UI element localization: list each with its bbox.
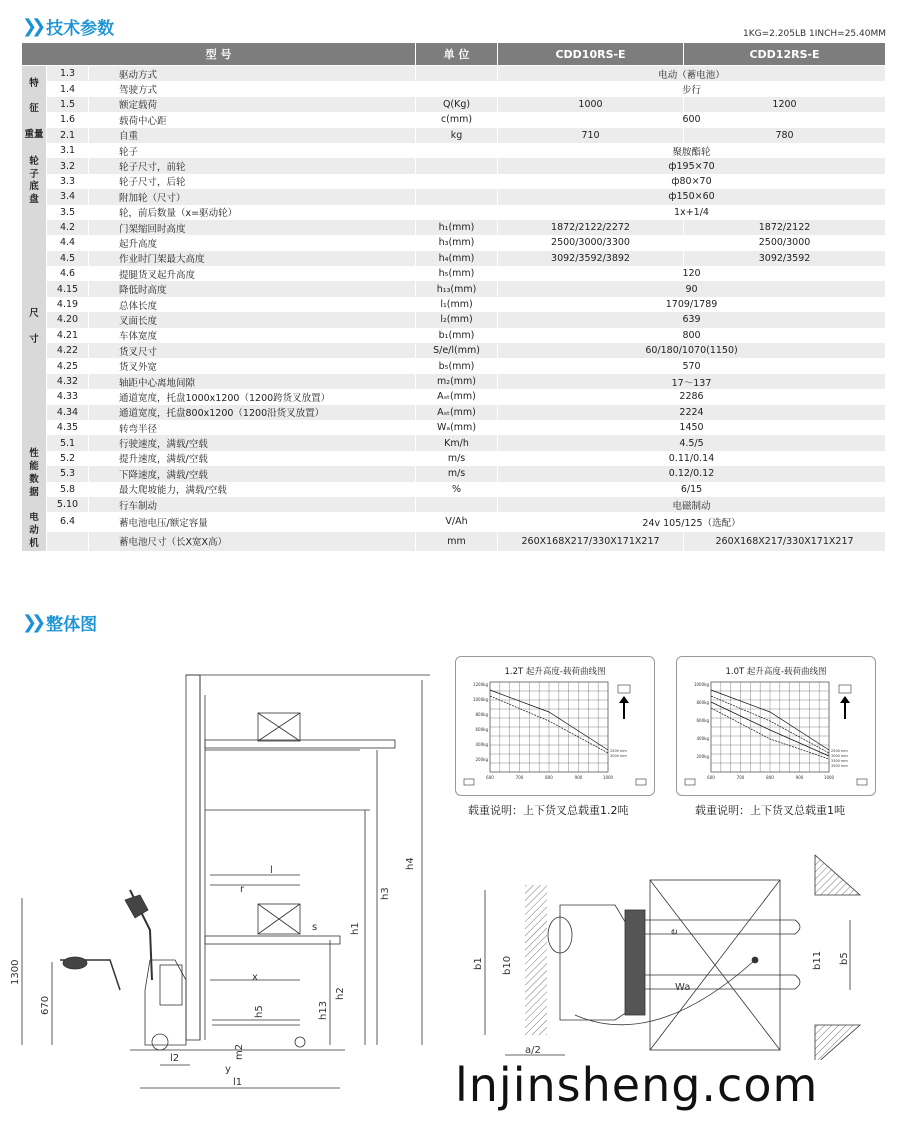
spec-value-shared: ф80×70	[498, 174, 886, 189]
spec-item-name: 车体宽度	[89, 328, 416, 343]
spec-item-name: 门架缩回时高度	[89, 220, 416, 235]
spec-item-number: 1.3	[47, 66, 89, 82]
spec-row	[22, 512, 886, 531]
spec-item-name: 自重	[89, 128, 416, 143]
spec-item-name: 驱动方式	[89, 66, 416, 82]
spec-item-number: 4.19	[47, 297, 89, 312]
section-title-text: 技术参数	[46, 19, 115, 39]
spec-item-name: 起升高度	[89, 235, 416, 250]
spec-item-unit: S/e/l(mm)	[416, 343, 498, 358]
spec-row	[22, 158, 886, 173]
spec-row	[22, 435, 886, 450]
dim-1300: 1300	[10, 959, 21, 985]
spec-row	[22, 328, 886, 343]
dim-b10: b10	[502, 955, 513, 975]
spec-item-number: 4.33	[47, 389, 89, 404]
dim-wa: Wa	[675, 982, 691, 993]
corner-hatch-top	[815, 855, 860, 895]
spec-row	[22, 174, 886, 189]
spec-category: 特 征	[22, 66, 47, 128]
spec-item-unit	[416, 189, 498, 204]
load-chart-1-0t	[676, 656, 876, 796]
dim-r: r	[240, 884, 245, 895]
spec-row	[22, 532, 886, 551]
turning-arc	[575, 960, 755, 1025]
spec-category: 重量	[22, 128, 47, 143]
spec-item-unit: b₅(mm)	[416, 358, 498, 373]
mini-pallet-icon	[839, 685, 851, 693]
truck-mini-icon	[685, 779, 695, 785]
header-model-1: CDD10RS-E	[498, 43, 684, 66]
spec-item-unit	[416, 158, 498, 173]
spec-value-model-1: 710	[498, 128, 684, 143]
side-view-drawing	[0, 640, 450, 1100]
spec-category: 轮 子 底 盘	[22, 143, 47, 220]
spec-item-unit: h₃(mm)	[416, 235, 498, 250]
spec-item-name: 下降速度，满载/空载	[89, 466, 416, 481]
spec-item-name: 蓄电池尺寸（长X宽X高）	[89, 532, 416, 551]
spec-value-shared: 1709/1789	[498, 297, 886, 312]
dim-e: e	[669, 928, 680, 935]
spec-item-number: 4.4	[47, 235, 89, 250]
spec-item-number: 4.6	[47, 266, 89, 281]
dim-h3: h3	[380, 887, 391, 900]
spec-row	[22, 389, 886, 404]
y-tick-label: 1200kg	[472, 682, 488, 687]
spec-item-number: 5.2	[47, 451, 89, 466]
spec-row	[22, 358, 886, 373]
spec-value-shared: 2224	[498, 405, 886, 420]
spec-item-number: 3.3	[47, 174, 89, 189]
y-tick-label: 400kg	[696, 736, 709, 741]
spec-row	[22, 497, 886, 512]
series-label: 3000 mm	[831, 754, 848, 758]
spec-item-number: 5.3	[47, 466, 89, 481]
spec-item-unit: %	[416, 482, 498, 497]
spec-value-shared: 4.5/5	[498, 435, 886, 450]
spec-row	[22, 374, 886, 389]
spec-value-shared: 聚胺酯轮	[498, 143, 886, 158]
spec-value-shared: 120	[498, 266, 886, 281]
spec-item-number: 5.8	[47, 482, 89, 497]
x-tick-label: 900	[574, 775, 583, 780]
dim-670: 670	[40, 995, 51, 1015]
truck-mini-icon	[636, 779, 646, 785]
x-tick-label: 900	[795, 775, 804, 780]
series-label: 2500 mm	[831, 749, 848, 753]
spec-value-shared: ф150×60	[498, 189, 886, 204]
spec-value-shared: 1450	[498, 420, 886, 435]
spec-item-unit: m/s	[416, 451, 498, 466]
spec-item-unit: Aₛₜ(mm)	[416, 405, 498, 420]
spec-item-name: 轮子尺寸，前轮	[89, 158, 416, 173]
spec-value-shared: 60/180/1070(1150)	[498, 343, 886, 358]
spec-value-shared: 0.12/0.12	[498, 466, 886, 481]
y-tick-label: 800kg	[475, 712, 488, 717]
spec-item-unit: Km/h	[416, 435, 498, 450]
chart-title: 1.0T 起升高度-载荷曲线图	[725, 667, 827, 677]
spec-item-unit: h₁₃(mm)	[416, 281, 498, 296]
dim-a2: a/2	[525, 1045, 541, 1056]
spec-row	[22, 97, 886, 112]
truck-mini-icon	[464, 779, 474, 785]
spec-value-shared: 570	[498, 358, 886, 373]
x-tick-label: 1000	[823, 775, 835, 780]
spec-item-number	[47, 532, 89, 551]
dim-s: s	[312, 922, 318, 933]
spec-item-unit	[416, 81, 498, 96]
spec-row	[22, 112, 886, 127]
spec-item-unit	[416, 174, 498, 189]
y-tick-label: 600kg	[696, 718, 709, 723]
spec-row	[22, 189, 886, 204]
spec-item-unit: kg	[416, 128, 498, 143]
chart-caption-2: 载重说明：上下货叉总载重1吨	[695, 804, 845, 817]
spec-row	[22, 420, 886, 435]
x-tick-label: 800	[766, 775, 774, 780]
x-tick-label: 1000	[602, 775, 614, 780]
lower-fork	[205, 936, 340, 944]
dim-l1: l1	[233, 1077, 243, 1088]
spec-item-number: 2.1	[47, 128, 89, 143]
header-model: 型 号	[22, 43, 416, 66]
spec-category: 性 能 数 据	[22, 435, 47, 512]
spec-row	[22, 81, 886, 96]
y-tick-label: 600kg	[475, 727, 488, 732]
spec-item-name: 总体长度	[89, 297, 416, 312]
y-tick-label: 1000kg	[472, 697, 488, 702]
spec-value-shared: 电磁制动	[498, 497, 886, 512]
dim-l2: l2	[170, 1053, 180, 1064]
section-title-text: 整体图	[46, 615, 98, 635]
spec-item-number: 6.4	[47, 512, 89, 531]
spec-item-name: 轴距中心离地间隙	[89, 374, 416, 389]
section-title-specs	[22, 14, 114, 39]
dim-h5: h5	[254, 1005, 265, 1018]
spec-table	[21, 42, 886, 551]
spec-item-unit: m₂(mm)	[416, 374, 498, 389]
spec-item-number: 5.10	[47, 497, 89, 512]
spec-value-shared: 6/15	[498, 482, 886, 497]
spec-item-number: 4.21	[47, 328, 89, 343]
x-tick-label: 600	[707, 775, 715, 780]
spec-item-number: 4.15	[47, 281, 89, 296]
dim-b11: b11	[812, 950, 823, 970]
fork-top-right	[645, 975, 800, 989]
section-title-drawing	[22, 610, 97, 635]
battery-pack	[625, 910, 645, 1015]
spec-value-model-1: 3092/3592/3892	[498, 251, 684, 266]
spec-value-model-2: 1200	[684, 97, 886, 112]
spec-item-name: 额定载荷	[89, 97, 416, 112]
chart-title: 1.2T 起升高度-载荷曲线图	[504, 667, 606, 677]
spec-item-unit: b₁(mm)	[416, 328, 498, 343]
spec-row	[22, 297, 886, 312]
spec-item-number: 4.25	[47, 358, 89, 373]
spec-value-model-2: 2500/3000	[684, 235, 886, 250]
spec-item-unit	[416, 205, 498, 220]
spec-value-shared: 800	[498, 328, 886, 343]
dim-b5: b5	[839, 952, 850, 965]
spec-item-unit: V/Ah	[416, 512, 498, 531]
spec-value-model-2: 260X168X217/330X171X217	[684, 532, 886, 551]
spec-value-shared: 1x+1/4	[498, 205, 886, 220]
spec-item-unit: Aₛₜ(mm)	[416, 389, 498, 404]
spec-item-number: 4.2	[47, 220, 89, 235]
spec-value-shared: 639	[498, 312, 886, 327]
spec-value-model-2: 780	[684, 128, 886, 143]
spec-item-name: 驾驶方式	[89, 81, 416, 96]
spec-item-number: 3.4	[47, 189, 89, 204]
spec-item-name: 货叉外宽	[89, 358, 416, 373]
corner-hatch-bottom	[815, 1025, 860, 1060]
header-model-2: CDD12RS-E	[684, 43, 886, 66]
spec-value-model-1: 2500/3000/3300	[498, 235, 684, 250]
spec-value-shared: 2286	[498, 389, 886, 404]
spec-item-name: 行驶速度，满载/空载	[89, 435, 416, 450]
load-chart-plot	[677, 657, 875, 795]
spec-row	[22, 205, 886, 220]
x-tick-label: 800	[545, 775, 553, 780]
spec-row	[22, 128, 886, 143]
x-tick-label: 600	[486, 775, 494, 780]
spec-item-name: 蓄电池电压/额定容量	[89, 512, 416, 531]
spec-row	[22, 220, 886, 235]
spec-item-number: 3.1	[47, 143, 89, 158]
tiller-head	[125, 895, 148, 918]
spec-item-number: 4.5	[47, 251, 89, 266]
y-tick-label: 400kg	[475, 742, 488, 747]
spec-item-unit: l₂(mm)	[416, 312, 498, 327]
unit-conversion-note: 1KG=2.205LB 1INCH=25.40MM	[743, 29, 886, 39]
double-chevron-icon: ❯❯	[22, 16, 41, 37]
dim-h13: h13	[318, 1000, 329, 1020]
spec-item-number: 4.22	[47, 343, 89, 358]
spec-item-name: 行车制动	[89, 497, 416, 512]
spec-row	[22, 143, 886, 158]
spec-item-unit: h₄(mm)	[416, 251, 498, 266]
spec-value-model-2: 1872/2122	[684, 220, 886, 235]
spec-item-unit: h₁(mm)	[416, 220, 498, 235]
spec-value-shared: ф195×70	[498, 158, 886, 173]
spec-header-row	[22, 43, 886, 66]
dim-m2: m2	[234, 1043, 245, 1060]
mini-pallet-icon	[618, 685, 630, 693]
y-tick-label: 200kg	[696, 754, 709, 759]
spec-item-number: 4.35	[47, 420, 89, 435]
x-tick-label: 700	[515, 775, 524, 780]
y-tick-label: 1000kg	[693, 682, 709, 687]
spec-item-name: 通道宽度，托盘800x1200（1200沿货叉放置）	[89, 405, 416, 420]
spec-row	[22, 312, 886, 327]
spec-item-number: 1.6	[47, 112, 89, 127]
spec-row	[22, 343, 886, 358]
load-chart-plot	[456, 657, 654, 795]
x-tick-label: 700	[736, 775, 745, 780]
series-label: 3300 mm	[831, 759, 848, 763]
dim-l: l	[270, 865, 273, 876]
spec-item-name: 转弯半径	[89, 420, 416, 435]
spec-category: 尺 寸	[22, 220, 47, 435]
spec-row	[22, 466, 886, 481]
spec-item-name: 轮子尺寸，后轮	[89, 174, 416, 189]
load-chart-1-2t	[455, 656, 655, 796]
truck-mini-icon	[857, 779, 867, 785]
spec-value-model-1: 1872/2122/2272	[498, 220, 684, 235]
dim-h1: h1	[350, 922, 361, 935]
header-unit: 单 位	[416, 43, 498, 66]
double-chevron-icon: ❯❯	[22, 612, 41, 633]
spec-value-shared: 17～137	[498, 374, 886, 389]
spec-item-name: 提升速度，满载/空载	[89, 451, 416, 466]
spec-item-number: 4.34	[47, 405, 89, 420]
spec-item-number: 4.32	[47, 374, 89, 389]
up-arrow-head-icon	[840, 696, 850, 703]
spec-item-number: 3.2	[47, 158, 89, 173]
series-label: 2500 mm	[610, 749, 627, 753]
series-label: 3000 mm	[610, 754, 627, 758]
spec-value-model-2: 3092/3592	[684, 251, 886, 266]
spec-row	[22, 405, 886, 420]
spec-row	[22, 66, 886, 82]
spec-row	[22, 266, 886, 281]
spec-item-unit	[416, 143, 498, 158]
spec-item-unit: c(mm)	[416, 112, 498, 127]
spec-item-unit	[416, 497, 498, 512]
spec-item-number: 4.20	[47, 312, 89, 327]
spec-category: 电 动 机	[22, 512, 47, 550]
spec-item-unit: l₁(mm)	[416, 297, 498, 312]
spec-value-shared: 90	[498, 281, 886, 296]
spec-item-name: 通道宽度，托盘1000x1200（1200跨货叉放置）	[89, 389, 416, 404]
spec-item-unit: mm	[416, 532, 498, 551]
up-arrow-head-icon	[619, 696, 629, 703]
spec-value-model-1: 260X168X217/330X171X217	[498, 532, 684, 551]
dim-x: x	[252, 972, 258, 983]
top-view-drawing	[455, 850, 900, 1060]
spec-item-name: 货叉尺寸	[89, 343, 416, 358]
y-tick-label: 800kg	[696, 700, 709, 705]
spec-value-shared: 0.11/0.14	[498, 451, 886, 466]
spec-row	[22, 451, 886, 466]
wall-hatch	[525, 885, 547, 1035]
y-tick-label: 200kg	[475, 757, 488, 762]
watermark-text: lnjinsheng.com	[455, 1058, 819, 1112]
spec-item-unit: h₅(mm)	[416, 266, 498, 281]
dim-y: y	[225, 1064, 231, 1075]
dim-b1: b1	[473, 957, 484, 970]
dim-h2: h2	[335, 987, 346, 1000]
spec-item-name: 轮，前后数量（x=驱动轮）	[89, 205, 416, 220]
spec-row	[22, 235, 886, 250]
spec-item-unit: Q(Kg)	[416, 97, 498, 112]
truck-top-body	[560, 905, 630, 1020]
chart-caption-1: 载重说明：上下货叉总载重1.2吨	[468, 804, 629, 817]
spec-item-name: 作业时门架最大高度	[89, 251, 416, 266]
spec-item-number: 3.5	[47, 205, 89, 220]
spec-item-number: 1.4	[47, 81, 89, 96]
spec-item-name: 最大爬坡能力，满载/空载	[89, 482, 416, 497]
spec-item-name: 轮子	[89, 143, 416, 158]
mast	[186, 675, 200, 1040]
spec-item-name: 附加轮（尺寸）	[89, 189, 416, 204]
spec-item-number: 1.5	[47, 97, 89, 112]
spec-item-number: 5.1	[47, 435, 89, 450]
spec-value-shared: 电动（蓄电池）	[498, 66, 886, 82]
spec-value-model-1: 1000	[498, 97, 684, 112]
spec-row	[22, 251, 886, 266]
spec-row	[22, 482, 886, 497]
spec-item-name: 降低时高度	[89, 281, 416, 296]
spec-row	[22, 281, 886, 296]
spec-value-shared: 24v 105/125（选配）	[498, 512, 886, 531]
series-label: 3500 mm	[831, 764, 848, 768]
spec-value-shared: 600	[498, 112, 886, 127]
dim-h4: h4	[405, 857, 416, 870]
spec-item-name: 载荷中心距	[89, 112, 416, 127]
spec-value-shared: 步行	[498, 81, 886, 96]
spec-item-unit: m/s	[416, 466, 498, 481]
spec-item-name: 提腿货叉起升高度	[89, 266, 416, 281]
spec-item-unit	[416, 66, 498, 82]
spec-item-unit: Wₐ(mm)	[416, 420, 498, 435]
spec-item-name: 叉面长度	[89, 312, 416, 327]
